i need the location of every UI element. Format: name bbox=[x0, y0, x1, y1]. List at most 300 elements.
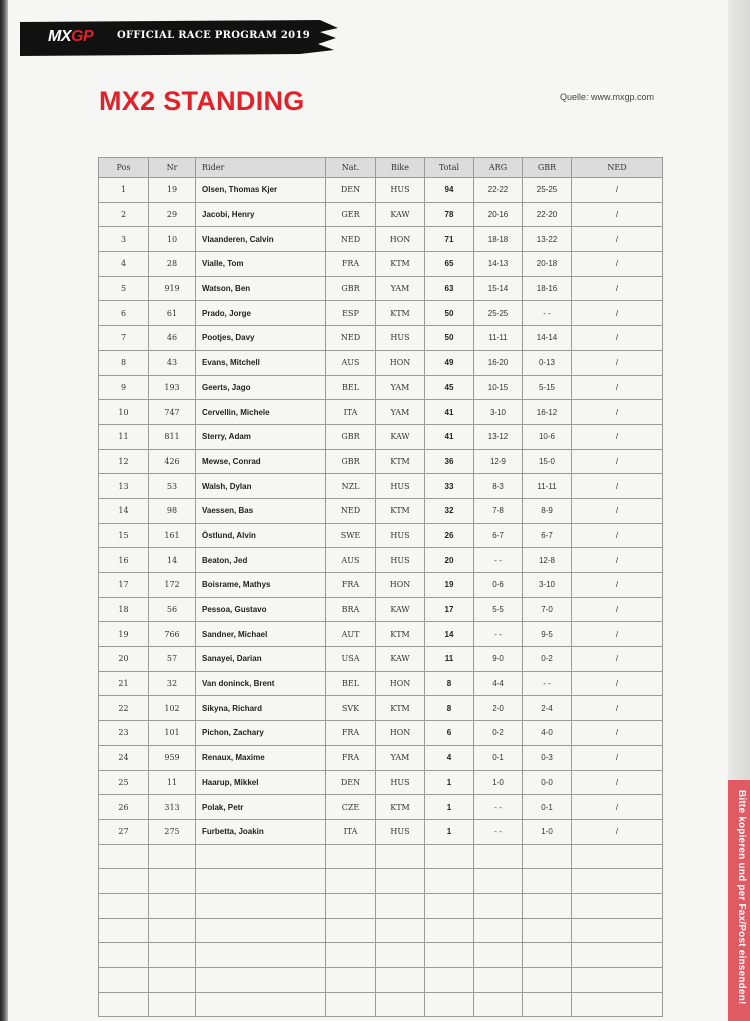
table-row bbox=[99, 573, 663, 598]
cell-gbr: 13-22 bbox=[523, 227, 572, 252]
cell-rider: Walsh, Dylan bbox=[196, 474, 326, 499]
empty-cell-gbr bbox=[523, 869, 572, 894]
cell-ned: / bbox=[572, 819, 663, 844]
cell-pos: 17 bbox=[99, 573, 149, 598]
cell-ned: / bbox=[572, 523, 663, 548]
cell-gbr: 1-0 bbox=[523, 819, 572, 844]
empty-cell-rider bbox=[196, 869, 326, 894]
cell-arg: 12-9 bbox=[474, 449, 523, 474]
cell-bike: KTM bbox=[376, 498, 425, 523]
empty-table-row bbox=[99, 943, 663, 968]
cell-rider: Pichon, Zachary bbox=[196, 721, 326, 746]
cell-total: 20 bbox=[425, 548, 474, 573]
cell-ned: / bbox=[572, 647, 663, 672]
cell-nr: 102 bbox=[149, 696, 196, 721]
cell-rider: Polak, Petr bbox=[196, 795, 326, 820]
cell-gbr: 15-0 bbox=[523, 449, 572, 474]
cell-nat: BEL bbox=[326, 375, 376, 400]
empty-cell-gbr bbox=[523, 943, 572, 968]
cell-rider: Renaux, Maxime bbox=[196, 745, 326, 770]
empty-cell-total bbox=[425, 918, 474, 943]
cell-ned: / bbox=[572, 548, 663, 573]
cell-nr: 46 bbox=[149, 326, 196, 351]
cell-ned: / bbox=[572, 597, 663, 622]
cell-rider: Jacobi, Henry bbox=[196, 202, 326, 227]
empty-cell-nr bbox=[149, 918, 196, 943]
cell-rider: Sterry, Adam bbox=[196, 424, 326, 449]
column-header-arg: ARG bbox=[474, 158, 523, 178]
cell-nr: 747 bbox=[149, 400, 196, 425]
cell-nat: NED bbox=[326, 227, 376, 252]
cell-nat: NZL bbox=[326, 474, 376, 499]
cell-nr: 98 bbox=[149, 498, 196, 523]
cell-ned: / bbox=[572, 795, 663, 820]
empty-cell-rider bbox=[196, 943, 326, 968]
table-row bbox=[99, 449, 663, 474]
cell-nr: 19 bbox=[149, 178, 196, 203]
cell-bike: HUS bbox=[376, 178, 425, 203]
page-spine-shadow bbox=[0, 0, 8, 1021]
cell-bike: HUS bbox=[376, 770, 425, 795]
empty-cell-arg bbox=[474, 943, 523, 968]
cell-pos: 5 bbox=[99, 276, 149, 301]
empty-cell-arg bbox=[474, 992, 523, 1017]
empty-cell-arg bbox=[474, 968, 523, 993]
cell-rider: Olsen, Thomas Kjer bbox=[196, 178, 326, 203]
cell-arg: 4-4 bbox=[474, 671, 523, 696]
table-row bbox=[99, 301, 663, 326]
cell-nr: 426 bbox=[149, 449, 196, 474]
empty-cell-nr bbox=[149, 893, 196, 918]
empty-cell-bike bbox=[376, 992, 425, 1017]
cell-total: 65 bbox=[425, 252, 474, 277]
cell-pos: 24 bbox=[99, 745, 149, 770]
cell-gbr: 22-20 bbox=[523, 202, 572, 227]
cell-total: 11 bbox=[425, 647, 474, 672]
empty-cell-bike bbox=[376, 918, 425, 943]
empty-cell-nr bbox=[149, 844, 196, 869]
cell-nat: GBR bbox=[326, 449, 376, 474]
cell-gbr: 8-9 bbox=[523, 498, 572, 523]
cell-bike: HUS bbox=[376, 548, 425, 573]
empty-cell-nr bbox=[149, 869, 196, 894]
cell-nr: 53 bbox=[149, 474, 196, 499]
cell-gbr: 0-13 bbox=[523, 350, 572, 375]
side-note: Bitte kopieren und per Fax/Post einsenden! bbox=[736, 790, 747, 1005]
empty-cell-gbr bbox=[523, 893, 572, 918]
cell-pos: 26 bbox=[99, 795, 149, 820]
standings-table bbox=[98, 157, 663, 1017]
cell-nr: 959 bbox=[149, 745, 196, 770]
empty-table-row bbox=[99, 869, 663, 894]
cell-gbr: 20-18 bbox=[523, 252, 572, 277]
cell-gbr: 0-0 bbox=[523, 770, 572, 795]
cell-arg: 5-5 bbox=[474, 597, 523, 622]
source-note: Quelle: www.mxgp.com bbox=[560, 92, 655, 102]
table-row bbox=[99, 647, 663, 672]
cell-ned: / bbox=[572, 202, 663, 227]
table-header-row bbox=[99, 158, 663, 178]
cell-rider: Vlaanderen, Calvin bbox=[196, 227, 326, 252]
table-row bbox=[99, 227, 663, 252]
cell-nr: 61 bbox=[149, 301, 196, 326]
cell-nat: NED bbox=[326, 326, 376, 351]
cell-gbr: 0-2 bbox=[523, 647, 572, 672]
cell-arg: - - bbox=[474, 819, 523, 844]
empty-table-row bbox=[99, 844, 663, 869]
cell-nat: FRA bbox=[326, 745, 376, 770]
cell-bike: KTM bbox=[376, 301, 425, 326]
cell-arg: 18-18 bbox=[474, 227, 523, 252]
table-row bbox=[99, 795, 663, 820]
cell-bike: KAW bbox=[376, 424, 425, 449]
empty-cell-ned bbox=[572, 844, 663, 869]
cell-rider: Cervellin, Michele bbox=[196, 400, 326, 425]
cell-bike: HON bbox=[376, 227, 425, 252]
cell-nat: GER bbox=[326, 202, 376, 227]
empty-cell-rider bbox=[196, 844, 326, 869]
cell-total: 26 bbox=[425, 523, 474, 548]
column-header-nr: Nr bbox=[149, 158, 196, 178]
cell-total: 94 bbox=[425, 178, 474, 203]
cell-nr: 919 bbox=[149, 276, 196, 301]
cell-bike: YAM bbox=[376, 745, 425, 770]
cell-nr: 161 bbox=[149, 523, 196, 548]
cell-total: 6 bbox=[425, 721, 474, 746]
cell-arg: 0-1 bbox=[474, 745, 523, 770]
cell-gbr: 3-10 bbox=[523, 573, 572, 598]
table-row bbox=[99, 597, 663, 622]
empty-cell-total bbox=[425, 844, 474, 869]
cell-arg: 13-12 bbox=[474, 424, 523, 449]
table-row bbox=[99, 202, 663, 227]
cell-ned: / bbox=[572, 498, 663, 523]
empty-cell-nat bbox=[326, 968, 376, 993]
cell-pos: 14 bbox=[99, 498, 149, 523]
cell-nat: FRA bbox=[326, 252, 376, 277]
cell-total: 4 bbox=[425, 745, 474, 770]
cell-nr: 275 bbox=[149, 819, 196, 844]
cell-rider: Vialle, Tom bbox=[196, 252, 326, 277]
cell-arg: 8-3 bbox=[474, 474, 523, 499]
cell-ned: / bbox=[572, 400, 663, 425]
empty-cell-bike bbox=[376, 893, 425, 918]
table-row bbox=[99, 548, 663, 573]
cell-total: 36 bbox=[425, 449, 474, 474]
cell-ned: / bbox=[572, 326, 663, 351]
empty-cell-total bbox=[425, 893, 474, 918]
cell-nr: 313 bbox=[149, 795, 196, 820]
cell-bike: HON bbox=[376, 573, 425, 598]
cell-pos: 22 bbox=[99, 696, 149, 721]
cell-nat: ESP bbox=[326, 301, 376, 326]
cell-nat: USA bbox=[326, 647, 376, 672]
cell-rider: Pootjes, Davy bbox=[196, 326, 326, 351]
table-row bbox=[99, 819, 663, 844]
table-row bbox=[99, 350, 663, 375]
empty-cell-nat bbox=[326, 844, 376, 869]
empty-cell-arg bbox=[474, 918, 523, 943]
table-row bbox=[99, 671, 663, 696]
empty-cell-nat bbox=[326, 918, 376, 943]
cell-gbr: 7-0 bbox=[523, 597, 572, 622]
cell-rider: Boisrame, Mathys bbox=[196, 573, 326, 598]
cell-pos: 3 bbox=[99, 227, 149, 252]
cell-gbr: 16-12 bbox=[523, 400, 572, 425]
column-header-total: Total bbox=[425, 158, 474, 178]
cell-total: 33 bbox=[425, 474, 474, 499]
cell-total: 1 bbox=[425, 819, 474, 844]
table-row bbox=[99, 745, 663, 770]
table-row bbox=[99, 696, 663, 721]
table-row bbox=[99, 622, 663, 647]
cell-bike: KTM bbox=[376, 449, 425, 474]
empty-cell-pos bbox=[99, 992, 149, 1017]
mxgp-logo: MXGP bbox=[48, 28, 94, 45]
empty-cell-nat bbox=[326, 893, 376, 918]
empty-cell-ned bbox=[572, 968, 663, 993]
cell-rider: Haarup, Mikkel bbox=[196, 770, 326, 795]
cell-gbr: 18-16 bbox=[523, 276, 572, 301]
empty-table-row bbox=[99, 918, 663, 943]
cell-nat: GBR bbox=[326, 424, 376, 449]
empty-cell-rider bbox=[196, 968, 326, 993]
empty-cell-nr bbox=[149, 943, 196, 968]
cell-rider: Pessoa, Gustavo bbox=[196, 597, 326, 622]
cell-nat: FRA bbox=[326, 721, 376, 746]
cell-pos: 7 bbox=[99, 326, 149, 351]
cell-pos: 1 bbox=[99, 178, 149, 203]
empty-cell-rider bbox=[196, 992, 326, 1017]
cell-rider: Evans, Mitchell bbox=[196, 350, 326, 375]
cell-ned: / bbox=[572, 696, 663, 721]
cell-pos: 16 bbox=[99, 548, 149, 573]
cell-total: 41 bbox=[425, 400, 474, 425]
cell-arg: 10-15 bbox=[474, 375, 523, 400]
cell-total: 63 bbox=[425, 276, 474, 301]
cell-nr: 193 bbox=[149, 375, 196, 400]
cell-nat: DEN bbox=[326, 178, 376, 203]
cell-rider: Sanayei, Darian bbox=[196, 647, 326, 672]
cell-ned: / bbox=[572, 573, 663, 598]
cell-nr: 43 bbox=[149, 350, 196, 375]
empty-cell-pos bbox=[99, 968, 149, 993]
table-row bbox=[99, 721, 663, 746]
cell-pos: 18 bbox=[99, 597, 149, 622]
cell-rider: Vaessen, Bas bbox=[196, 498, 326, 523]
cell-rider: Mewse, Conrad bbox=[196, 449, 326, 474]
cell-bike: KTM bbox=[376, 795, 425, 820]
cell-nat: FRA bbox=[326, 573, 376, 598]
cell-arg: 15-14 bbox=[474, 276, 523, 301]
cell-arg: 9-0 bbox=[474, 647, 523, 672]
table-row bbox=[99, 474, 663, 499]
cell-nr: 56 bbox=[149, 597, 196, 622]
cell-ned: / bbox=[572, 252, 663, 277]
empty-cell-total bbox=[425, 943, 474, 968]
cell-ned: / bbox=[572, 671, 663, 696]
cell-nat: SWE bbox=[326, 523, 376, 548]
table-row bbox=[99, 424, 663, 449]
cell-ned: / bbox=[572, 770, 663, 795]
cell-bike: HUS bbox=[376, 474, 425, 499]
cell-nr: 57 bbox=[149, 647, 196, 672]
empty-cell-nat bbox=[326, 869, 376, 894]
cell-arg: 0-6 bbox=[474, 573, 523, 598]
cell-ned: / bbox=[572, 350, 663, 375]
cell-arg: 7-8 bbox=[474, 498, 523, 523]
empty-cell-total bbox=[425, 869, 474, 894]
cell-pos: 19 bbox=[99, 622, 149, 647]
column-header-rider: Rider bbox=[196, 158, 326, 178]
cell-pos: 2 bbox=[99, 202, 149, 227]
cell-total: 17 bbox=[425, 597, 474, 622]
cell-nr: 811 bbox=[149, 424, 196, 449]
empty-cell-nr bbox=[149, 992, 196, 1017]
cell-bike: YAM bbox=[376, 375, 425, 400]
cell-gbr: 10-6 bbox=[523, 424, 572, 449]
cell-nr: 29 bbox=[149, 202, 196, 227]
cell-rider: Sandner, Michael bbox=[196, 622, 326, 647]
cell-rider: Prado, Jorge bbox=[196, 301, 326, 326]
cell-ned: / bbox=[572, 474, 663, 499]
cell-nat: AUT bbox=[326, 622, 376, 647]
cell-pos: 21 bbox=[99, 671, 149, 696]
cell-ned: / bbox=[572, 622, 663, 647]
cell-arg: 3-10 bbox=[474, 400, 523, 425]
cell-gbr: 4-0 bbox=[523, 721, 572, 746]
cell-arg: 2-0 bbox=[474, 696, 523, 721]
cell-nr: 766 bbox=[149, 622, 196, 647]
cell-nat: AUS bbox=[326, 350, 376, 375]
cell-nat: AUS bbox=[326, 548, 376, 573]
table-body bbox=[99, 178, 663, 1017]
empty-cell-gbr bbox=[523, 968, 572, 993]
cell-total: 41 bbox=[425, 424, 474, 449]
empty-cell-bike bbox=[376, 943, 425, 968]
cell-gbr: 25-25 bbox=[523, 178, 572, 203]
empty-cell-rider bbox=[196, 918, 326, 943]
empty-cell-pos bbox=[99, 869, 149, 894]
empty-cell-pos bbox=[99, 943, 149, 968]
cell-gbr: 2-4 bbox=[523, 696, 572, 721]
cell-nat: BRA bbox=[326, 597, 376, 622]
empty-cell-gbr bbox=[523, 844, 572, 869]
program-title: OFFICIAL RACE PROGRAM 2019 bbox=[117, 30, 310, 41]
cell-rider: Sikyna, Richard bbox=[196, 696, 326, 721]
cell-nr: 14 bbox=[149, 548, 196, 573]
empty-cell-nat bbox=[326, 943, 376, 968]
cell-bike: KAW bbox=[376, 647, 425, 672]
cell-arg: 20-16 bbox=[474, 202, 523, 227]
cell-arg: 25-25 bbox=[474, 301, 523, 326]
table-row bbox=[99, 276, 663, 301]
table-row bbox=[99, 252, 663, 277]
empty-cell-total bbox=[425, 992, 474, 1017]
cell-bike: HON bbox=[376, 721, 425, 746]
cell-nat: NED bbox=[326, 498, 376, 523]
cell-total: 50 bbox=[425, 301, 474, 326]
empty-cell-pos bbox=[99, 893, 149, 918]
cell-arg: 14-13 bbox=[474, 252, 523, 277]
cell-bike: HON bbox=[376, 671, 425, 696]
cell-gbr: 6-7 bbox=[523, 523, 572, 548]
empty-cell-ned bbox=[572, 893, 663, 918]
column-header-pos: Pos bbox=[99, 158, 149, 178]
empty-cell-bike bbox=[376, 844, 425, 869]
cell-arg: 1-0 bbox=[474, 770, 523, 795]
cell-bike: HUS bbox=[376, 523, 425, 548]
cell-bike: KAW bbox=[376, 597, 425, 622]
cell-rider: Watson, Ben bbox=[196, 276, 326, 301]
empty-cell-bike bbox=[376, 869, 425, 894]
cell-pos: 11 bbox=[99, 424, 149, 449]
cell-nat: CZE bbox=[326, 795, 376, 820]
cell-ned: / bbox=[572, 745, 663, 770]
cell-gbr: 12-8 bbox=[523, 548, 572, 573]
cell-bike: YAM bbox=[376, 400, 425, 425]
cell-ned: / bbox=[572, 449, 663, 474]
table-row bbox=[99, 498, 663, 523]
header-band bbox=[20, 18, 338, 56]
cell-arg: 0-2 bbox=[474, 721, 523, 746]
table-row bbox=[99, 178, 663, 203]
cell-pos: 13 bbox=[99, 474, 149, 499]
empty-cell-ned bbox=[572, 943, 663, 968]
empty-cell-arg bbox=[474, 844, 523, 869]
empty-cell-arg bbox=[474, 893, 523, 918]
cell-nat: ITA bbox=[326, 400, 376, 425]
cell-total: 19 bbox=[425, 573, 474, 598]
cell-total: 71 bbox=[425, 227, 474, 252]
empty-cell-ned bbox=[572, 992, 663, 1017]
cell-gbr: 11-11 bbox=[523, 474, 572, 499]
empty-cell-arg bbox=[474, 869, 523, 894]
cell-pos: 15 bbox=[99, 523, 149, 548]
cell-ned: / bbox=[572, 721, 663, 746]
cell-gbr: - - bbox=[523, 671, 572, 696]
cell-nr: 172 bbox=[149, 573, 196, 598]
table-row bbox=[99, 770, 663, 795]
cell-nat: DEN bbox=[326, 770, 376, 795]
cell-total: 8 bbox=[425, 696, 474, 721]
column-header-ned: NED bbox=[572, 158, 663, 178]
cell-arg: 6-7 bbox=[474, 523, 523, 548]
cell-rider: Östlund, Alvin bbox=[196, 523, 326, 548]
cell-bike: HUS bbox=[376, 326, 425, 351]
cell-total: 8 bbox=[425, 671, 474, 696]
column-header-nat: Nat. bbox=[326, 158, 376, 178]
empty-table-row bbox=[99, 992, 663, 1017]
cell-bike: KTM bbox=[376, 252, 425, 277]
cell-bike: KTM bbox=[376, 696, 425, 721]
cell-rider: Furbetta, Joakin bbox=[196, 819, 326, 844]
empty-cell-nat bbox=[326, 992, 376, 1017]
cell-rider: Van doninck, Brent bbox=[196, 671, 326, 696]
cell-nr: 11 bbox=[149, 770, 196, 795]
cell-total: 50 bbox=[425, 326, 474, 351]
cell-arg: 11-11 bbox=[474, 326, 523, 351]
cell-pos: 8 bbox=[99, 350, 149, 375]
cell-total: 1 bbox=[425, 795, 474, 820]
cell-pos: 6 bbox=[99, 301, 149, 326]
cell-total: 1 bbox=[425, 770, 474, 795]
cell-gbr: 9-5 bbox=[523, 622, 572, 647]
table-row bbox=[99, 326, 663, 351]
table-row bbox=[99, 375, 663, 400]
cell-bike: YAM bbox=[376, 276, 425, 301]
cell-pos: 9 bbox=[99, 375, 149, 400]
